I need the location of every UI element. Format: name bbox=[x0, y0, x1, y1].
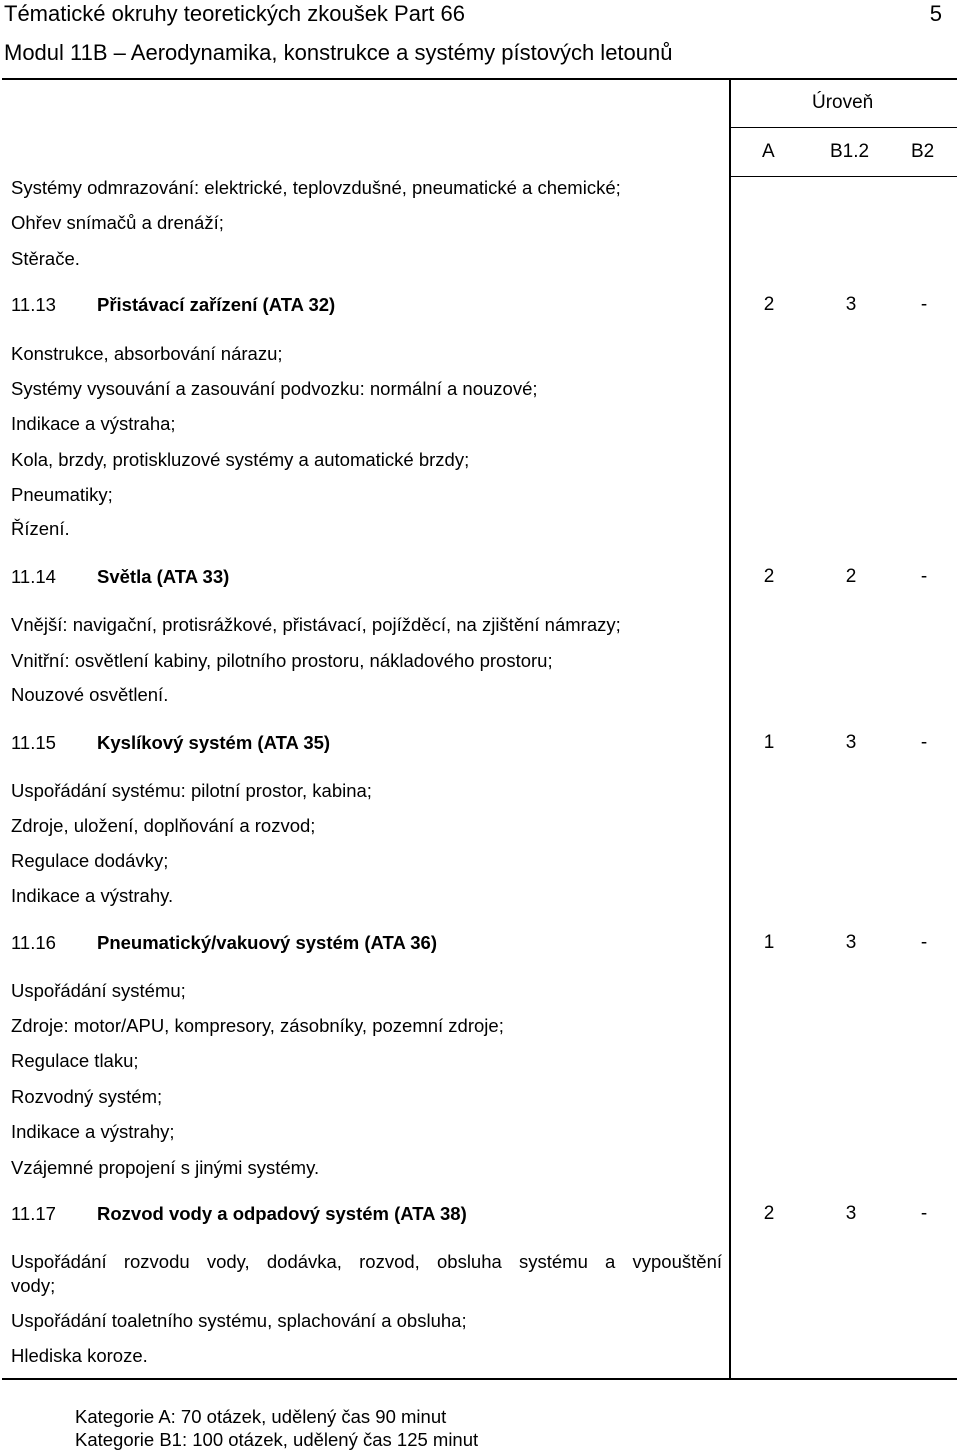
section-number: 11.13 bbox=[11, 294, 56, 315]
level-b12: 3 bbox=[845, 732, 857, 753]
list-item-multiline bbox=[11, 1250, 722, 1298]
level-b12: 2 bbox=[845, 566, 857, 587]
list-item: Indikace a výstrahy; bbox=[11, 1121, 175, 1142]
list-item: Vzájemné propojení s jinými systémy. bbox=[11, 1157, 320, 1178]
section-heading-11-17 bbox=[11, 1203, 467, 1225]
list-item: Řízení. bbox=[11, 518, 70, 539]
section-title: Světla (ATA 33) bbox=[97, 566, 230, 587]
footer-line: Kategorie B1: 100 otázek, udělený čas 125 minut bbox=[75, 1429, 479, 1450]
level-b2: - bbox=[920, 732, 928, 753]
list-item: Zdroje, uložení, doplňování a rozvod; bbox=[11, 815, 316, 836]
list-item: Hlediska koroze. bbox=[11, 1345, 148, 1366]
list-item: Konstrukce, absorbování nárazu; bbox=[11, 343, 283, 364]
level-header-rule bbox=[730, 127, 957, 128]
level-b12: 3 bbox=[845, 1203, 857, 1224]
list-item-line: vody; bbox=[11, 1275, 56, 1296]
list-item: Regulace tlaku; bbox=[11, 1050, 139, 1071]
level-header-title: Úroveň bbox=[812, 92, 874, 113]
list-item: Regulace dodávky; bbox=[11, 850, 169, 871]
level-b2: - bbox=[920, 566, 928, 587]
section-heading-11-15 bbox=[11, 732, 330, 754]
page-number: 5 bbox=[929, 1, 942, 26]
list-item: Uspořádání toaletního systému, splachování a obsluha; bbox=[11, 1310, 467, 1331]
module-subtitle: Modul 11B – Aerodynamika, konstrukce a systémy pístových letounů bbox=[4, 40, 673, 65]
level-a: 1 bbox=[763, 732, 775, 753]
section-number: 11.15 bbox=[11, 732, 56, 753]
section-title: Přistávací zařízení (ATA 32) bbox=[97, 294, 336, 315]
section-title: Pneumatický/vakuový systém (ATA 36) bbox=[97, 932, 437, 953]
level-a: 1 bbox=[763, 932, 775, 953]
list-item: Systémy vysouvání a zasouvání podvozku: normální a nouzové; bbox=[11, 378, 538, 399]
document-title: Tématické okruhy teoretických zkoušek Part 66 bbox=[4, 1, 465, 26]
section-number: 11.14 bbox=[11, 566, 56, 587]
table-bottom-border bbox=[2, 1378, 957, 1380]
section-title: Kyslíkový systém (ATA 35) bbox=[97, 732, 331, 753]
level-col-b2: B2 bbox=[911, 141, 935, 162]
level-col-a: A bbox=[762, 141, 775, 162]
list-item: Vnější: navigační, protisrážkové, přistávací, pojížděcí, na zjištění námrazy; bbox=[11, 614, 621, 635]
table-top-border bbox=[2, 78, 957, 80]
level-column-divider bbox=[729, 78, 731, 1379]
list-item: Indikace a výstraha; bbox=[11, 413, 176, 434]
level-a: 2 bbox=[763, 1203, 775, 1224]
footer-line: Kategorie A: 70 otázek, udělený čas 90 minut bbox=[75, 1406, 447, 1427]
section-number: 11.16 bbox=[11, 932, 56, 953]
section-heading-11-13 bbox=[11, 294, 335, 316]
list-item: Kola, brzdy, protiskluzové systémy a automatické brzdy; bbox=[11, 449, 470, 470]
list-item: Indikace a výstrahy. bbox=[11, 885, 174, 906]
list-item: Nouzové osvětlení. bbox=[11, 684, 169, 705]
list-item-line: Uspořádání rozvodu vody, dodávka, rozvod, obsluha systému a vypouštění bbox=[11, 1251, 722, 1272]
list-item: Zdroje: motor/APU, kompresory, zásobníky, pozemní zdroje; bbox=[11, 1015, 504, 1036]
section-heading-11-14 bbox=[11, 566, 229, 588]
level-b12: 3 bbox=[845, 294, 857, 315]
list-item: Uspořádání systému: pilotní prostor, kabina; bbox=[11, 780, 372, 801]
level-a: 2 bbox=[763, 566, 775, 587]
list-item: Ohřev snímačů a drenáží; bbox=[11, 212, 224, 233]
level-b2: - bbox=[920, 932, 928, 953]
section-number: 11.17 bbox=[11, 1203, 56, 1224]
level-a: 2 bbox=[763, 294, 775, 315]
section-heading-11-16 bbox=[11, 932, 437, 954]
list-item: Rozvodný systém; bbox=[11, 1086, 163, 1107]
list-item: Systémy odmrazování: elektrické, teplovzdušné, pneumatické a chemické; bbox=[11, 177, 621, 198]
list-item: Vnitřní: osvětlení kabiny, pilotního prostoru, nákladového prostoru; bbox=[11, 650, 553, 671]
level-b2: - bbox=[920, 1203, 928, 1224]
list-item: Stěrače. bbox=[11, 248, 80, 269]
level-columns-rule bbox=[730, 176, 957, 177]
level-b2: - bbox=[920, 294, 928, 315]
section-title: Rozvod vody a odpadový systém (ATA 38) bbox=[97, 1203, 467, 1224]
level-b12: 3 bbox=[845, 932, 857, 953]
list-item: Pneumatiky; bbox=[11, 484, 113, 505]
level-col-b12: B1.2 bbox=[830, 141, 870, 162]
list-item: Uspořádání systému; bbox=[11, 980, 186, 1001]
